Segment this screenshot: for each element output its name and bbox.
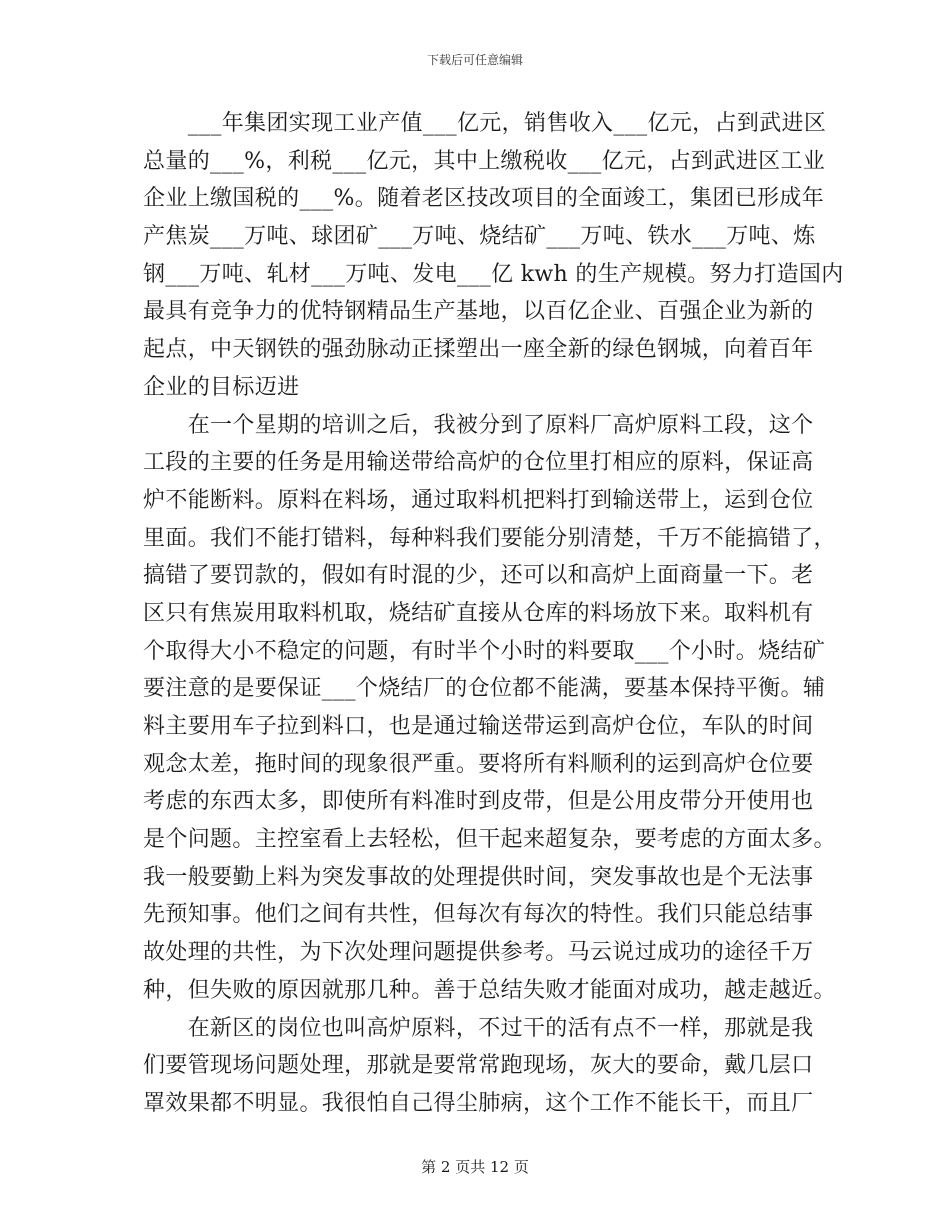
text-line: 最具有竞争力的优特钢精品生产基地，以百亿企业、百强企业为新的 — [143, 299, 814, 325]
text-line: 区只有焦炭用取料机取，烧结矿直接从仓库的料场放下来。取料机有 — [143, 600, 814, 626]
text-line: 观念太差，拖时间的现象很严重。要将所有料顺利的运到高炉仓位要 — [143, 751, 814, 777]
text-line: 在一个星期的培训之后，我被分到了原料厂高炉原料工段，这个 — [143, 412, 814, 438]
page-number: 第 2 页共 12 页 — [421, 1158, 529, 1176]
text-line: 企业上缴国税的___%。随着老区技改项目的全面竣工，集团已形成年 — [143, 186, 825, 212]
text-line: 炉不能断料。原料在料场，通过取料机把料打到输送带上，运到仓位 — [143, 487, 814, 513]
document-body — [143, 105, 844, 1123]
page-header: 下载后可任意编辑 — [426, 53, 523, 67]
text-line: 先预知事。他们之间有共性，但每次有每次的特性。我们只能总结事 — [143, 902, 814, 928]
paragraph-training-assignment — [143, 407, 836, 1010]
text-line: 企业的目标迈进 — [143, 374, 300, 400]
text-line: ___年集团实现工业产值___亿元，销售收入___亿元，占到武进区 — [143, 111, 827, 136]
text-line: 钢___万吨、轧材___万吨、发电___亿 kwh 的生产规模。努力打造国内 — [143, 261, 844, 287]
text-line: 在新区的岗位也叫高炉原料，不过干的活有点不一样，那就是我 — [143, 1015, 814, 1041]
text-line: 故处理的共性，为下次处理问题提供参考。马云说过成功的途径千万 — [143, 940, 814, 966]
text-line: 产焦炭___万吨、球团矿___万吨、烧结矿___万吨、铁水___万吨、炼 — [143, 224, 816, 250]
text-line: 工段的主要的任务是用输送带给高炉的仓位里打相应的原料，保证高 — [143, 450, 814, 476]
text-line: 里面。我们不能打错料，每种料我们要能分别清楚，千万不能搞错了， — [143, 525, 836, 551]
text-line: 个取得大小不稳定的问题，有时半个小时的料要取___个小时。烧结矿 — [143, 638, 826, 664]
text-line: 我一般要勤上料为突发事故的处理提供时间，突发事故也是个无法事 — [143, 864, 814, 890]
text-line: 罩效果都不明显。我很怕自己得尘肺病，这个工作不能长干，而且厂 — [143, 1090, 814, 1116]
text-line: 种，但失败的原因就那几种。善于总结失败才能面对成功，越走越近。 — [143, 977, 836, 1003]
text-line: 搞错了要罚款的，假如有时混的少，还可以和高炉上面商量一下。老 — [143, 563, 814, 589]
text-line: 考虑的东西太多，即使所有料准时到皮带，但是公用皮带分开使用也 — [143, 789, 814, 815]
text-line: 总量的___%，利税___亿元，其中上缴税收___亿元，占到武进区工业 — [143, 148, 826, 174]
text-line: 料主要用车子拉到料口，也是通过输送带运到高炉仓位，车队的时间 — [143, 714, 814, 739]
text-line: 们要管现场问题处理，那就是要常常跑现场，灰大的要命，戴几层口 — [143, 1053, 814, 1079]
paragraph-new-district — [143, 1010, 814, 1123]
text-line: 要注意的是要保证___个烧结厂的仓位都不能满，要基本保持平衡。辅 — [143, 676, 826, 702]
paragraph-group-output — [143, 105, 844, 407]
text-line: 是个问题。主控室看上去轻松，但干起来超复杂，要考虑的方面太多。 — [143, 827, 836, 853]
text-line: 起点，中天钢铁的强劲脉动正揉塑出一座全新的绿色钢城，向着百年 — [143, 337, 814, 363]
